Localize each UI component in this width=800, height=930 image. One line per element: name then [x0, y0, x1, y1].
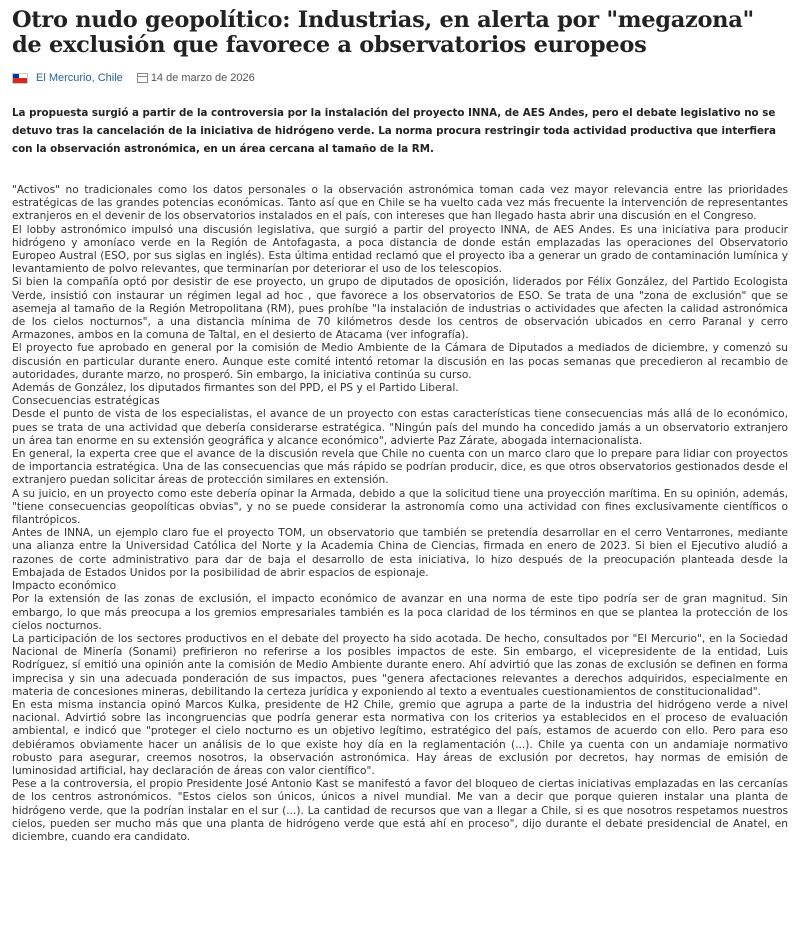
paragraph: Por la extensión de las zonas de exclusión, el impacto económico de avanzar en una norma de este tipo podría ser de gran magnitud. Sin embargo, lo que más preocupa a los gremios empresariales también es la poca claridad de los términos en que se plantea la protección de los cielos nocturnos. — [12, 593, 788, 632]
chile-flag-icon — [12, 73, 28, 84]
article-meta — [12, 70, 788, 86]
paragraph: Desde el punto de vista de los especialistas, el avance de un proyecto con estas características tiene consecuencias más allá de lo económico, pues se trata de una actividad que debería considerarse estratégica. "Ningún país del mundo ha concedido jamás a un observatorio extranjero un área tan enorme en su extensión geográfica y alcance económico", advierte Paz Zárate, abogada internacionalista. — [12, 408, 788, 447]
paragraph: Además de González, los diputados firmantes son del PPD, el PS y el Partido Liberal. — [12, 382, 459, 395]
paragraph: "Activos" no tradicionales como los datos personales o la observación astronómica toman cada vez mayor relevancia entre las prioridades estratégicas de las grandes potencias económicas. Tanto así que en Chile se ha vuelto cada vez más frecuente la intervención de representantes extranjeros en el devenir de los observatorios instalados en el país, con intereses que han llegado hasta abrir una discusión en el Congreso. — [12, 184, 788, 223]
paragraph: Pese a la controversia, el propio Presidente José Antonio Kast se manifestó a favor del bloqueo de ciertas iniciativas emplazadas en las cercanías de los centros astronómicos. "Estos cielos son únicos, únicos a nivel mundial. Me van a decir que porque quieren instalar una planta de hidrógeno verde, que la podrían instalar en el sur (...). La cantidad de recursos que van a llegar a Chile, si es que nosotros respetamos nuestros cielos, pueden ser mucho más que una planta de hidrógeno verde que está ahí en proceso", dijo durante el debate presidencial de Anatel, en diciembre, cuando era candidato. — [12, 778, 788, 843]
paragraph: En general, la experta cree que el avance de la discusión revela que Chile no cuenta con un marco claro que lo prepare para lidiar con proyectos de importancia estratégica. Una de las consecuencias que más rápido se podrían producir, dice, es que otros observatorios gestionados desde el extranjero puedan solicitar áreas de protección similares en extensión. — [12, 448, 788, 487]
publish-date: 14 de marzo de 2026 — [150, 72, 255, 84]
article-lead: La propuesta surgió a partir de la controversia por la instalación del proyecto INNA, de AES Andes, pero el debate legislativo no se detuvo tras la cancelación de la iniciativa de hidrógeno verde. La norma procura restringir toda actividad productiva que interfiera con la observación astronómica, en un área cercana al tamaño de la RM. — [12, 107, 776, 155]
paragraph: El proyecto fue aprobado en general por la comisión de Medio Ambiente de la Cámara de Diputados a mediados de diciembre, y comenzó su discusión en particular durante enero. Aunque este comité intentó retomar la discusión en las pocas semanas que precedieron al recambio de autoridades, durante marzo, no prosperó. Sin embargo, la iniciativa continúa su curso. — [12, 342, 788, 381]
source-link[interactable]: El Mercurio, Chile — [36, 72, 123, 84]
section-heading: Consecuencias estratégicas — [12, 395, 160, 408]
paragraph: A su juicio, en un proyecto como este debería opinar la Armada, debido a que la solicitud tiene una proyección marítima. En su opinión, además, "tiene consecuencias geopolíticas obvias", y no se puede considerar la astronomía como una actividad con fines exclusivamente científicos o filantrópicos. — [12, 487, 788, 527]
article — [12, 0, 788, 844]
paragraph: El lobby astronómico impulsó una discusión legislativa, que surgió a partir del proyecto INNA, de AES Andes. Es una iniciativa para producir hidrógeno y amoníaco verde en la Región de Antofagasta, a poca distancia de donde están emplazadas las operaciones del Observatorio Europeo Austral (ESO, por sus siglas en inglés). Esta última entidad reclamó que el proyecto iba a generar un grado de contaminación lumínica y levantamiento de polvo relevantes, que terminarían por deteriorar el uso de los telescopios. — [12, 223, 788, 276]
paragraph: Si bien la compañía optó por desistir de ese proyecto, un grupo de diputados de oposición, liderados por Félix González, del Partido Ecologista Verde, insistió con instaurar un régimen legal ad hoc , que favorece a los observatorios de ESO. Se trata de una "zona de exclusión" que se asemeja al tamaño de la Región Metropolitana (RM), pues prohíbe "la instalación de industrias o actividades que afecten la calidad astronómica de los cielos nocturnos", a una distancia mínima de 70 kilómetros desde los centros de observación ubicados en cerro Paranal y cerro Armazones, ambos en la comuna de Taltal, en el desierto de Atacama (ver infografía). — [12, 276, 788, 342]
article-title: Otro nudo geopolítico: Industrias, en alerta por "megazona" de exclusión que favorece a observatorios europeos — [12, 7, 754, 58]
paragraph: La participación de los sectores productivos en el debate del proyecto ha sido acotada. De hecho, consultados por "El Mercurio", en la Sociedad Nacional de Minería (Sonami) prefirieron no referirse a los posibles impactos de este. Sin embargo, el vicepresidente de la entidad, Luis Rodríguez, sí emitió una opinión ante la comisión de Medio Ambiente durante enero. Ahí advirtió que las zonas de exclusión se definen en forma imprecisa y sin una adecuada ponderación de sus impactos, pues "genera afectaciones relevantes a derechos adquiridos, especialmente en materia de concesiones mineras, debilitando la certeza jurídica y exponiendo al texto a eventuales cuestionamientos de constitucionalidad". — [12, 632, 788, 698]
section-heading: Impacto económico — [12, 580, 117, 593]
paragraph: En esta misma instancia opinó Marcos Kulka, presidente de H2 Chile, gremio que agrupa a parte de la industria del hidrógeno verde a nivel nacional. Advirtió sobre las incongruencias que podría generar esta normativa con los criterios ya establecidos en el proceso de evaluación ambiental, e indicó que "proteger el cielo nocturno es un objetivo legítimo, estratégico del país, estamos de acuerdo con ello. Pero para eso debiéramos obviamente hacer un análisis de lo que existe hoy día en la reglamentación (...). Chile ya cuenta con un andamiaje normativo robusto para asegurar, creemos nosotros, la observación astronómica. Hay áreas de exclusión por decretos, hay normas de emisión de luminosidad artificial, hay declaración de áreas con valor científico". — [12, 698, 788, 777]
calendar-icon — [137, 73, 148, 83]
article-body — [12, 184, 788, 844]
paragraph: Antes de INNA, un ejemplo claro fue el proyecto TOM, un observatorio que también se pretendía desarrollar en el cerro Ventarrones, mediante una alianza entre la Universidad Católica del Norte y la Academia China de Ciencias, firmada en enero de 2023. Si bien el Ejecutivo aludió a razones de corte administrativo para dar de baja el desarrollo de esta iniciativa, lo hizo después de la preocupación planteada desde la Embajada de Estados Unidos por la posibilidad de abrir espacios de espionaje. — [12, 527, 788, 579]
